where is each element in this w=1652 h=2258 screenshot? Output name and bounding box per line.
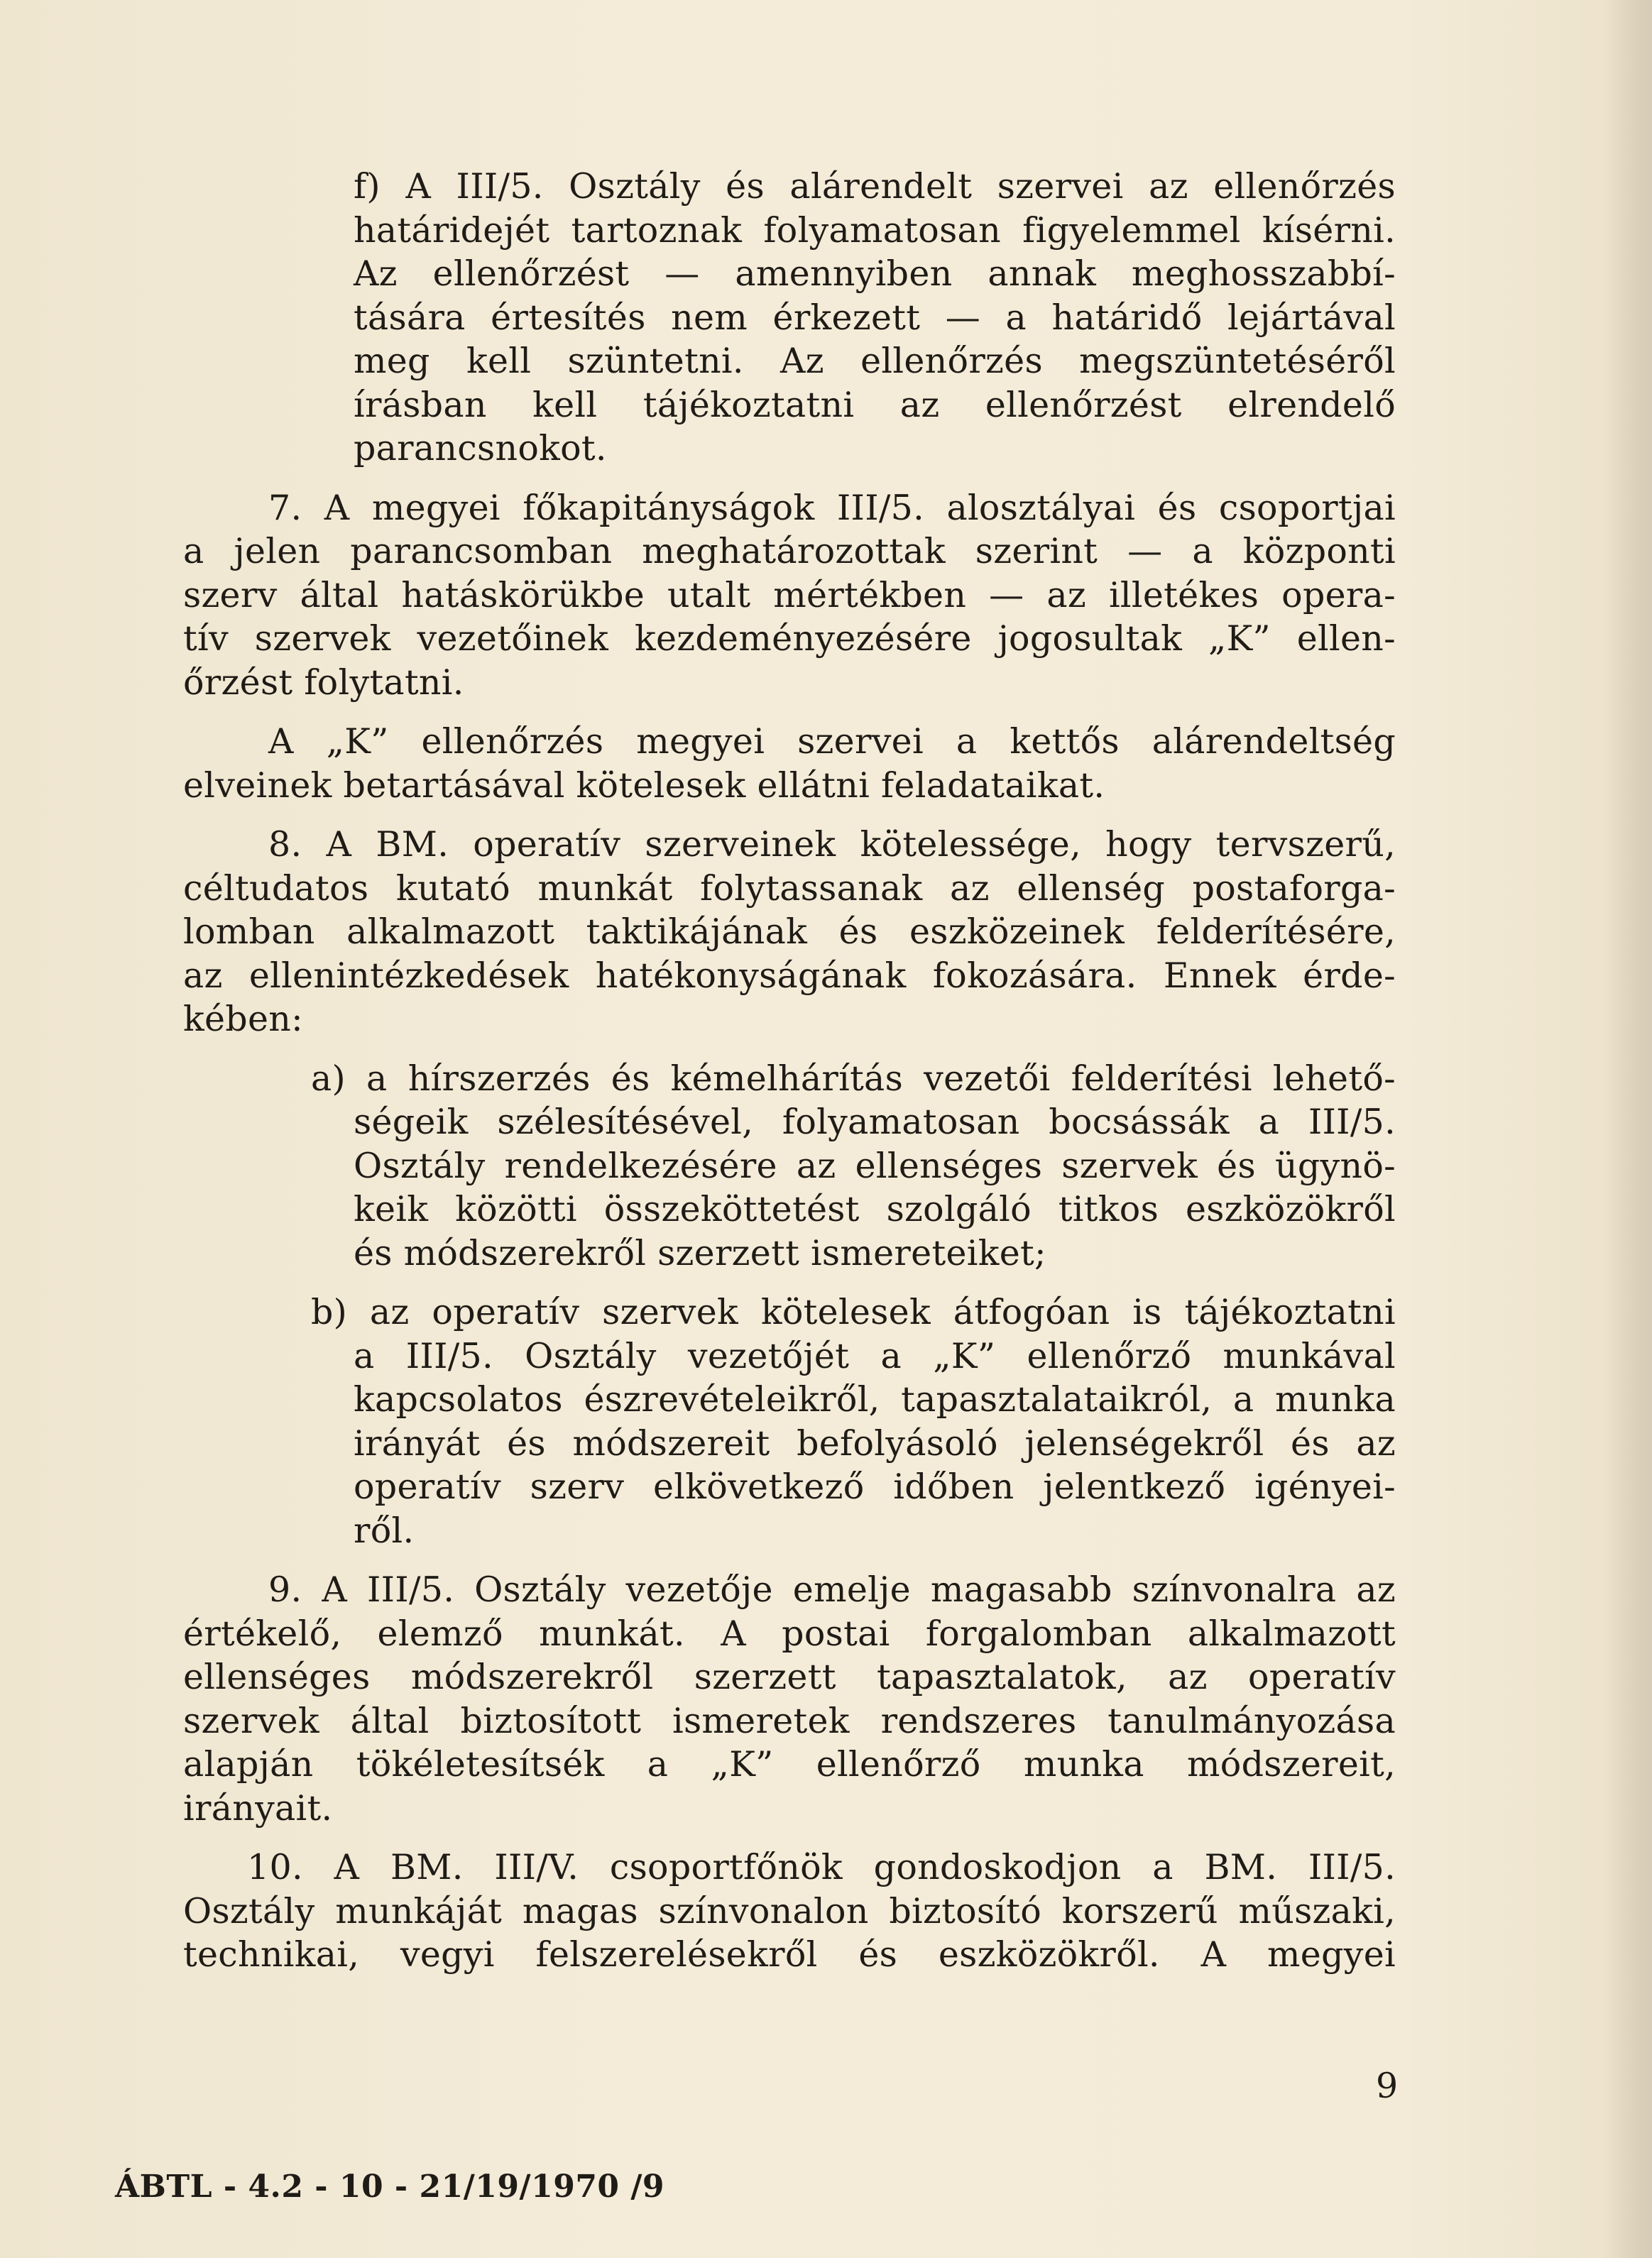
text-line: 8. A BM. operatív szerveinek kötelessége, hogy tervszerű, <box>268 824 1396 865</box>
text-line: ről. <box>354 1510 415 1551</box>
text-line: f) A III/5. Osztály és alárendelt szervei az ellenőrzés <box>354 166 1396 207</box>
text-line: őrzést folytatni. <box>183 662 464 703</box>
text-line: a) a hírszerzés és kémelhárítás vezetői felderítési lehető- <box>311 1058 1396 1099</box>
text-line: irányait. <box>183 1787 333 1829</box>
text-line: keik közötti összeköttetést szolgáló titkos eszközökről <box>354 1189 1396 1229</box>
paragraph-10 <box>183 1846 1396 1977</box>
text-line: lomban alkalmazott taktikájának és eszközeinek felderítésére, <box>183 911 1396 952</box>
text-line: tív szervek vezetőinek kezdeményezésére jogosultak „K” ellen- <box>183 618 1396 659</box>
paragraph-9 <box>183 1568 1396 1830</box>
text-line: a III/5. Osztály vezetőjét a „K” ellenőrző munkával <box>354 1335 1396 1376</box>
text-line: ellenséges módszerekről szerzett tapasztalatok, az operatív <box>183 1657 1396 1697</box>
text-line: értékelő, elemző munkát. A postai forgalomban alkalmazott <box>183 1613 1396 1654</box>
text-line: A „K” ellenőrzés megyei szervei a kettős alárendeltség <box>268 721 1396 762</box>
page-edge-shadow <box>1602 0 1652 2258</box>
text-line: szerv által hatáskörükbe utalt mértékben — az illetékes opera- <box>183 574 1396 615</box>
paragraph-8 <box>183 823 1396 1041</box>
text-line: 7. A megyei főkapitányságok III/5. alosztályai és csoportjai <box>268 487 1396 528</box>
paragraph-8a <box>183 1057 1396 1276</box>
page-number: 9 <box>1376 2066 1399 2106</box>
text-line: tására értesítés nem érkezett — a határidő lejártával <box>354 297 1396 338</box>
text-line: alapján tökéletesítsék a „K” ellenőrző munka módszereit, <box>183 1744 1396 1785</box>
text-line: ségeik szélesítésével, folyamatosan bocsássák a III/5. <box>354 1102 1396 1142</box>
paragraph-k-control <box>183 720 1396 807</box>
text-line: parancsnokot. <box>354 428 607 468</box>
text-line: Osztály rendelkezésére az ellenséges szervek és ügynö- <box>354 1145 1396 1186</box>
archive-reference: ÁBTL - 4.2 - 10 - 21/19/1970 /9 <box>115 2169 665 2205</box>
text-line: 10. A BM. III/V. csoportfőnök gondoskodjon a BM. III/5. <box>247 1847 1396 1887</box>
paragraph-7 <box>183 486 1396 705</box>
text-line: Az ellenőrzést — amennyiben annak meghosszabbí- <box>354 253 1396 294</box>
text-line: Osztály munkáját magas színvonalon biztosító korszerű műszaki, <box>183 1890 1396 1931</box>
text-line: technikai, vegyi felszerelésekről és eszközökről. A megyei <box>183 1934 1396 1975</box>
text-line: operatív szerv elkövetkező időben jelentkező igényei- <box>354 1467 1396 1507</box>
paragraph-8b <box>183 1290 1396 1552</box>
text-line: kapcsolatos észrevételeikről, tapasztalataikról, a munka <box>354 1379 1396 1420</box>
text-line: b) az operatív szervek kötelesek átfogóan is tájékoztatni <box>311 1292 1396 1332</box>
text-line: irányát és módszereit befolyásoló jelenségekről és az <box>354 1423 1396 1464</box>
text-line: a jelen parancsomban meghatározottak szerint — a központi <box>183 531 1396 571</box>
text-line: és módszerekről szerzett ismereteiket; <box>354 1232 1046 1273</box>
text-line: írásban kell tájékoztatni az ellenőrzést elrendelő <box>354 384 1396 425</box>
text-line: szervek által biztosított ismeretek rendszeres tanulmányozása <box>183 1700 1396 1741</box>
text-line: 9. A III/5. Osztály vezetője emelje magasabb színvonalra az <box>268 1569 1396 1610</box>
body-text <box>183 165 1396 1977</box>
text-line: meg kell szüntetni. Az ellenőrzés megszüntetéséről <box>354 341 1396 381</box>
text-line: céltudatos kutató munkát folytassanak az ellenség postaforga- <box>183 867 1396 909</box>
text-line: elveinek betartásával kötelesek ellátni feladataikat. <box>183 764 1105 806</box>
text-line: az ellenintézkedések hatékonyságának fokozására. Ennek érde- <box>183 955 1396 996</box>
text-line: kében: <box>183 999 303 1039</box>
text-line: határidejét tartoznak folyamatosan figyelemmel kísérni. <box>354 209 1396 251</box>
paragraph-f <box>183 165 1396 471</box>
